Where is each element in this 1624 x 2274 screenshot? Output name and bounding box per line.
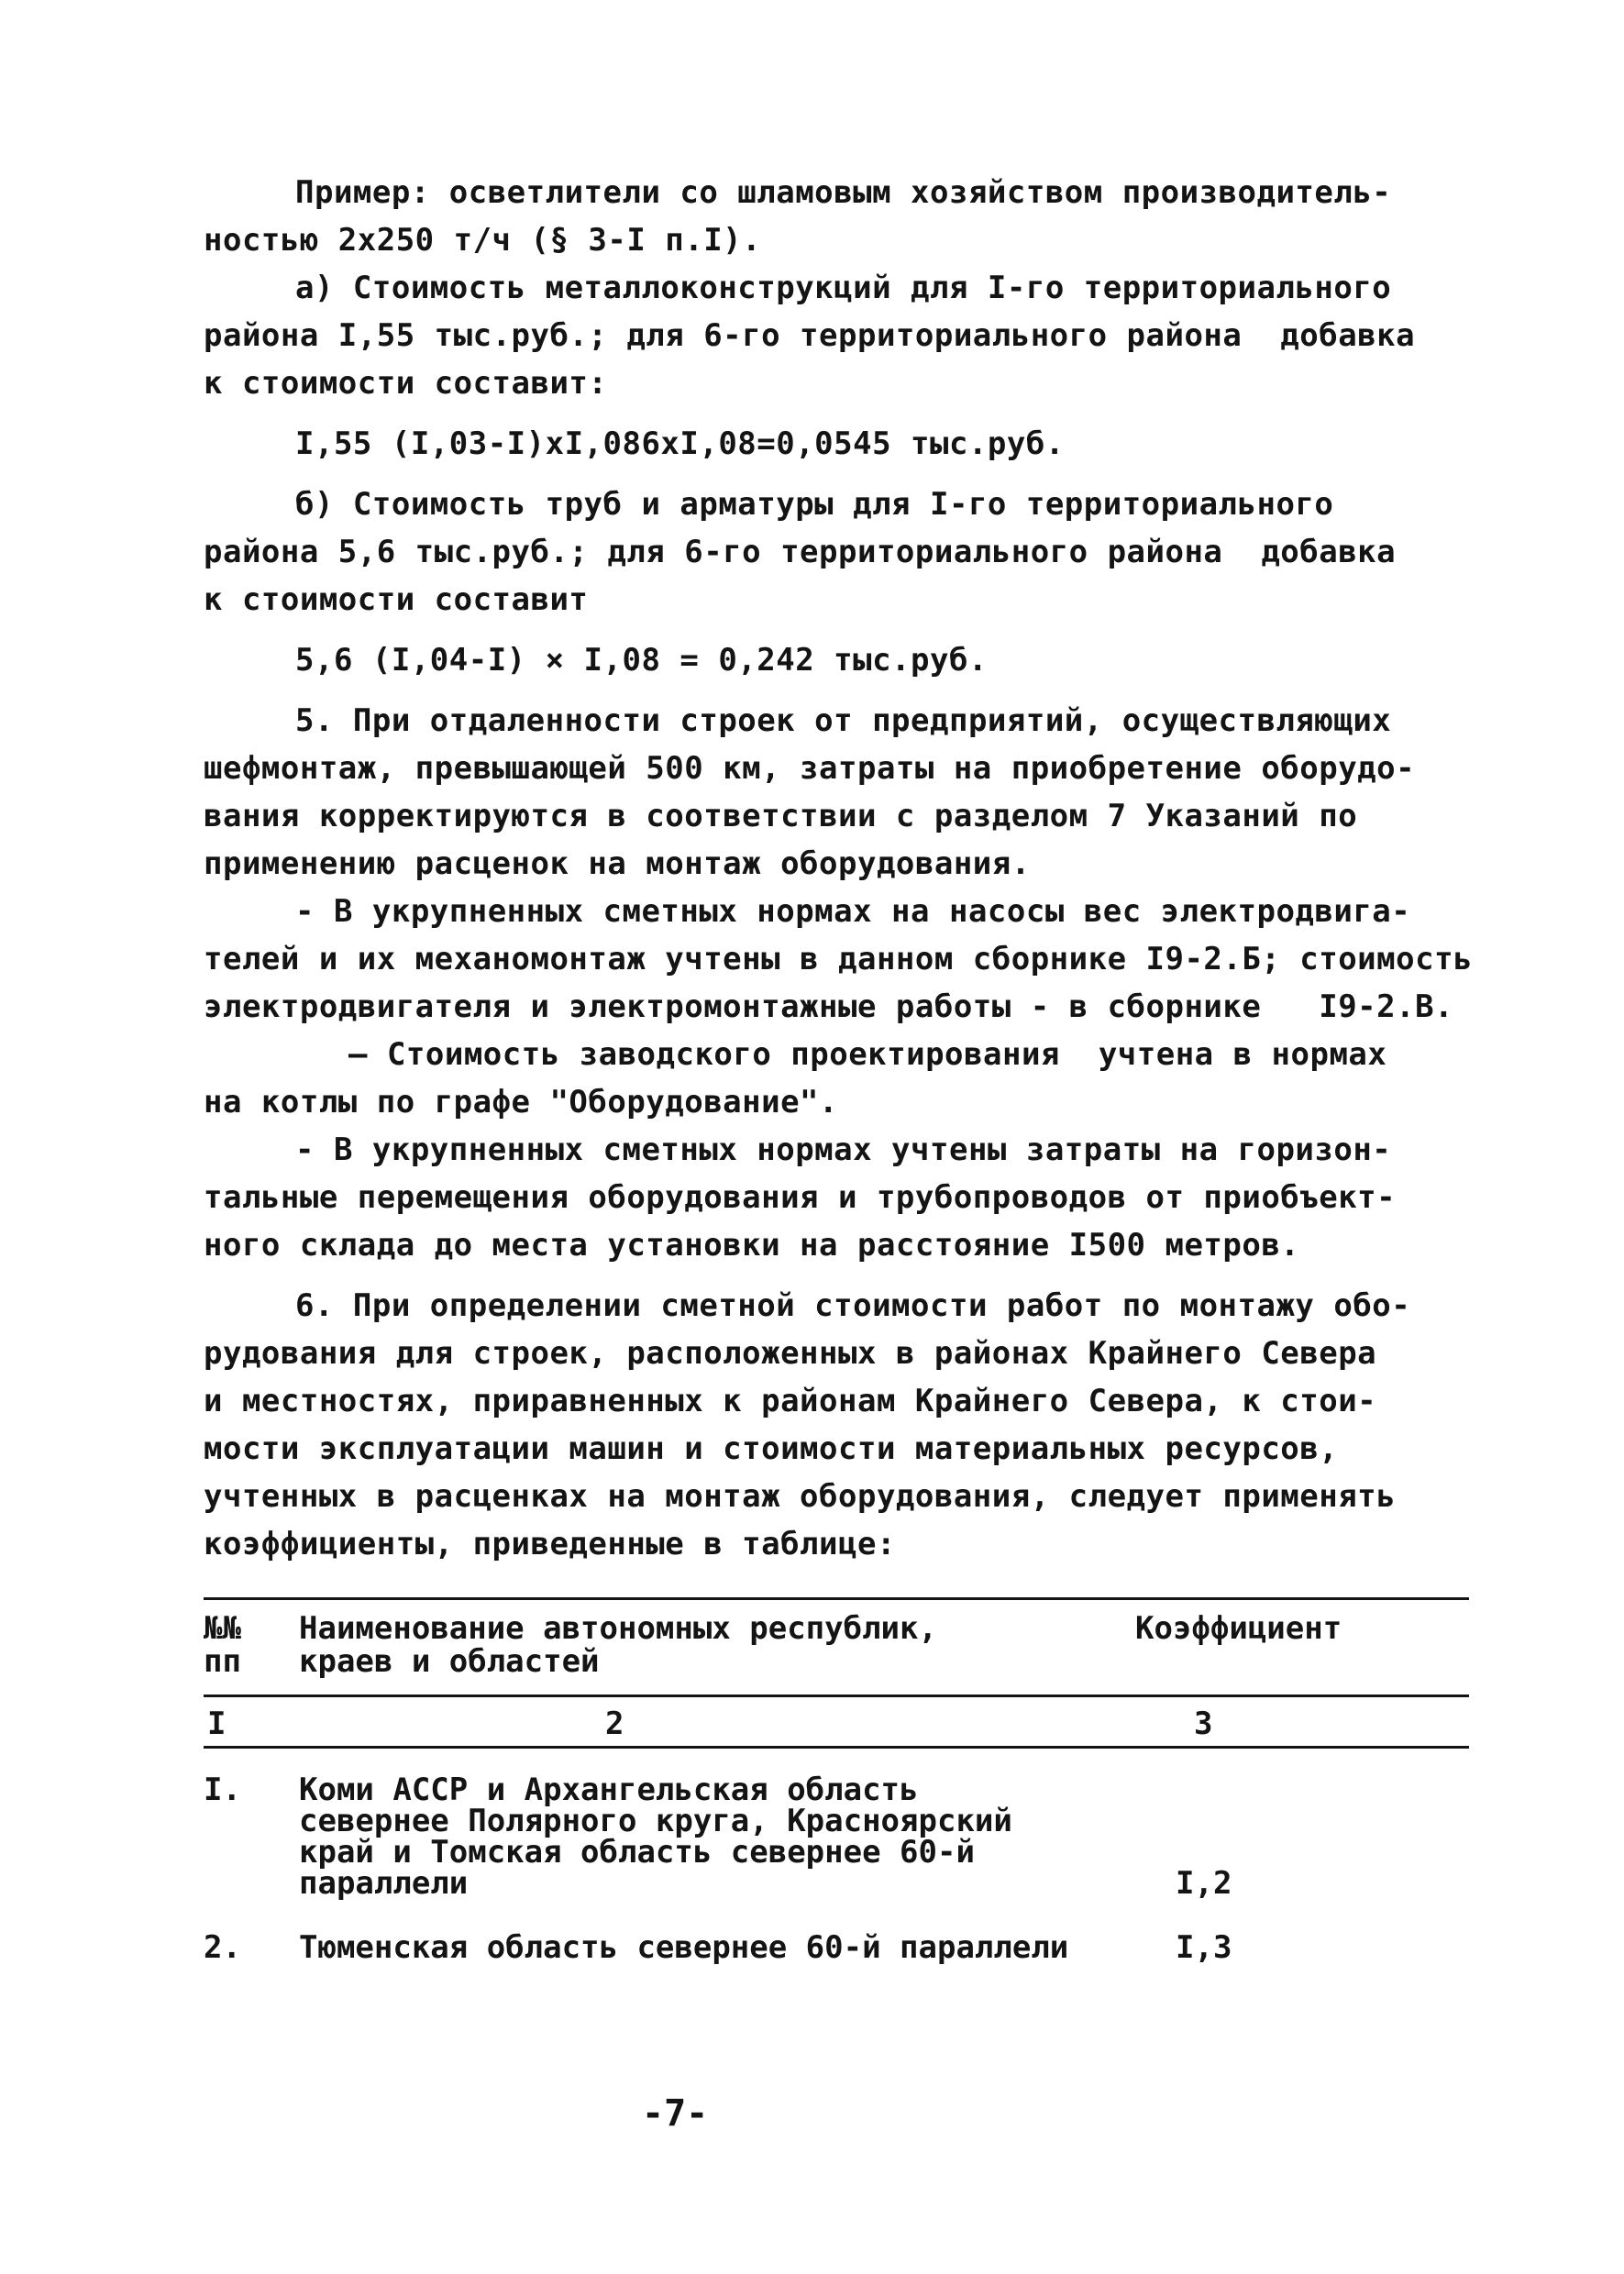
page-number: -7- (642, 2092, 709, 2135)
row-name: Тюменская область севернее 60-й параллели (299, 1929, 1069, 1966)
text-line: - В укрупненных сметных нормах учтены затраты на горизон- (295, 1131, 1392, 1168)
row-number: I. (204, 1772, 241, 1808)
row-name: Коми АССР и Архангельская область (299, 1772, 919, 1808)
text-line: района I,55 тыс.руб.; для 6-го территориального района добавка (204, 317, 1416, 354)
text-line: тальные перемещения оборудования и трубопроводов от приобъект- (204, 1179, 1397, 1216)
row-name: параллели (299, 1865, 469, 1902)
text-line: к стоимости составит (204, 581, 589, 618)
text-line: - В укрупненных сметных нормах на насосы вес электродвига- (295, 893, 1411, 930)
text-line: — Стоимость заводского проектирования учтена в нормах (348, 1036, 1387, 1073)
column-number-rule (204, 1746, 1469, 1749)
text-line: коэффициенты, приведенные в таблице: (204, 1526, 896, 1562)
text-line: к стоимости составит: (204, 365, 608, 402)
text-line: мости эксплуатации машин и стоимости материальных ресурсов, (204, 1430, 1339, 1467)
text-line: вания корректируются в соответствии с разделом 7 Указаний по (204, 798, 1358, 834)
row-coefficient: I,2 (1176, 1865, 1232, 1902)
header-name: Наименование автономных республик, (299, 1610, 937, 1647)
text-line: на котлы по графе "Оборудование". (204, 1084, 839, 1120)
text-line: ного склада до места установки на расстояние I500 метров. (204, 1227, 1300, 1264)
text-line: учтенных в расценках на монтаж оборудования, следует применять (204, 1478, 1397, 1515)
text-line: Пример: осветлители со шламовым хозяйством производитель- (295, 174, 1392, 211)
header-rule (204, 1694, 1469, 1697)
text-line: электродвигателя и электромонтажные работы - в сборнике I9-2.В. (204, 988, 1454, 1025)
text-line: и местностях, приравненных к районам Крайнего Севера, к стои- (204, 1383, 1377, 1419)
formula-line: 5,6 (I,04-I) × I,08 = 0,242 тыс.руб. (295, 642, 988, 679)
column-number: 2 (605, 1706, 624, 1742)
header-num: №№ (204, 1610, 241, 1647)
header-coefficient: Коэффициент (1135, 1610, 1342, 1647)
header-num: пп (204, 1643, 241, 1680)
table-top-rule (204, 1597, 1469, 1600)
text-line: рудования для строек, расположенных в районах Крайнего Севера (204, 1335, 1377, 1372)
text-line: а) Стоимость металлоконструкций для I-го территориального (295, 270, 1392, 306)
row-number: 2. (204, 1929, 241, 1966)
column-number: I (207, 1706, 226, 1742)
row-coefficient: I,3 (1176, 1929, 1232, 1966)
text-line: 6. При определении сметной стоимости работ по монтажу обо- (295, 1287, 1411, 1324)
text-line: района 5,6 тыс.руб.; для 6-го территориального района добавка (204, 534, 1397, 570)
header-name: краев и областей (299, 1643, 600, 1680)
text-line: шефмонтаж, превышающей 500 км, затраты на приобретение оборудо- (204, 750, 1416, 787)
column-number: 3 (1194, 1706, 1213, 1742)
text-line: применению расценок на монтаж оборудования. (204, 845, 1031, 882)
text-line: телей и их механомонтаж учтены в данном сборнике I9-2.Б; стоимость (204, 941, 1474, 977)
text-line: ностью 2х250 т/ч (§ 3-I п.I). (204, 222, 762, 259)
row-name: край и Томская область севернее 60-й (299, 1834, 975, 1871)
formula-line: I,55 (I,03-I)хI,086хI,08=0,0545 тыс.руб. (295, 425, 1065, 462)
row-name: севернее Полярного круга, Красноярский (299, 1803, 1012, 1839)
text-line: 5. При отдаленности строек от предприятий, осуществляющих (295, 702, 1392, 739)
text-line: б) Стоимость труб и арматуры для I-го территориального (295, 486, 1334, 523)
